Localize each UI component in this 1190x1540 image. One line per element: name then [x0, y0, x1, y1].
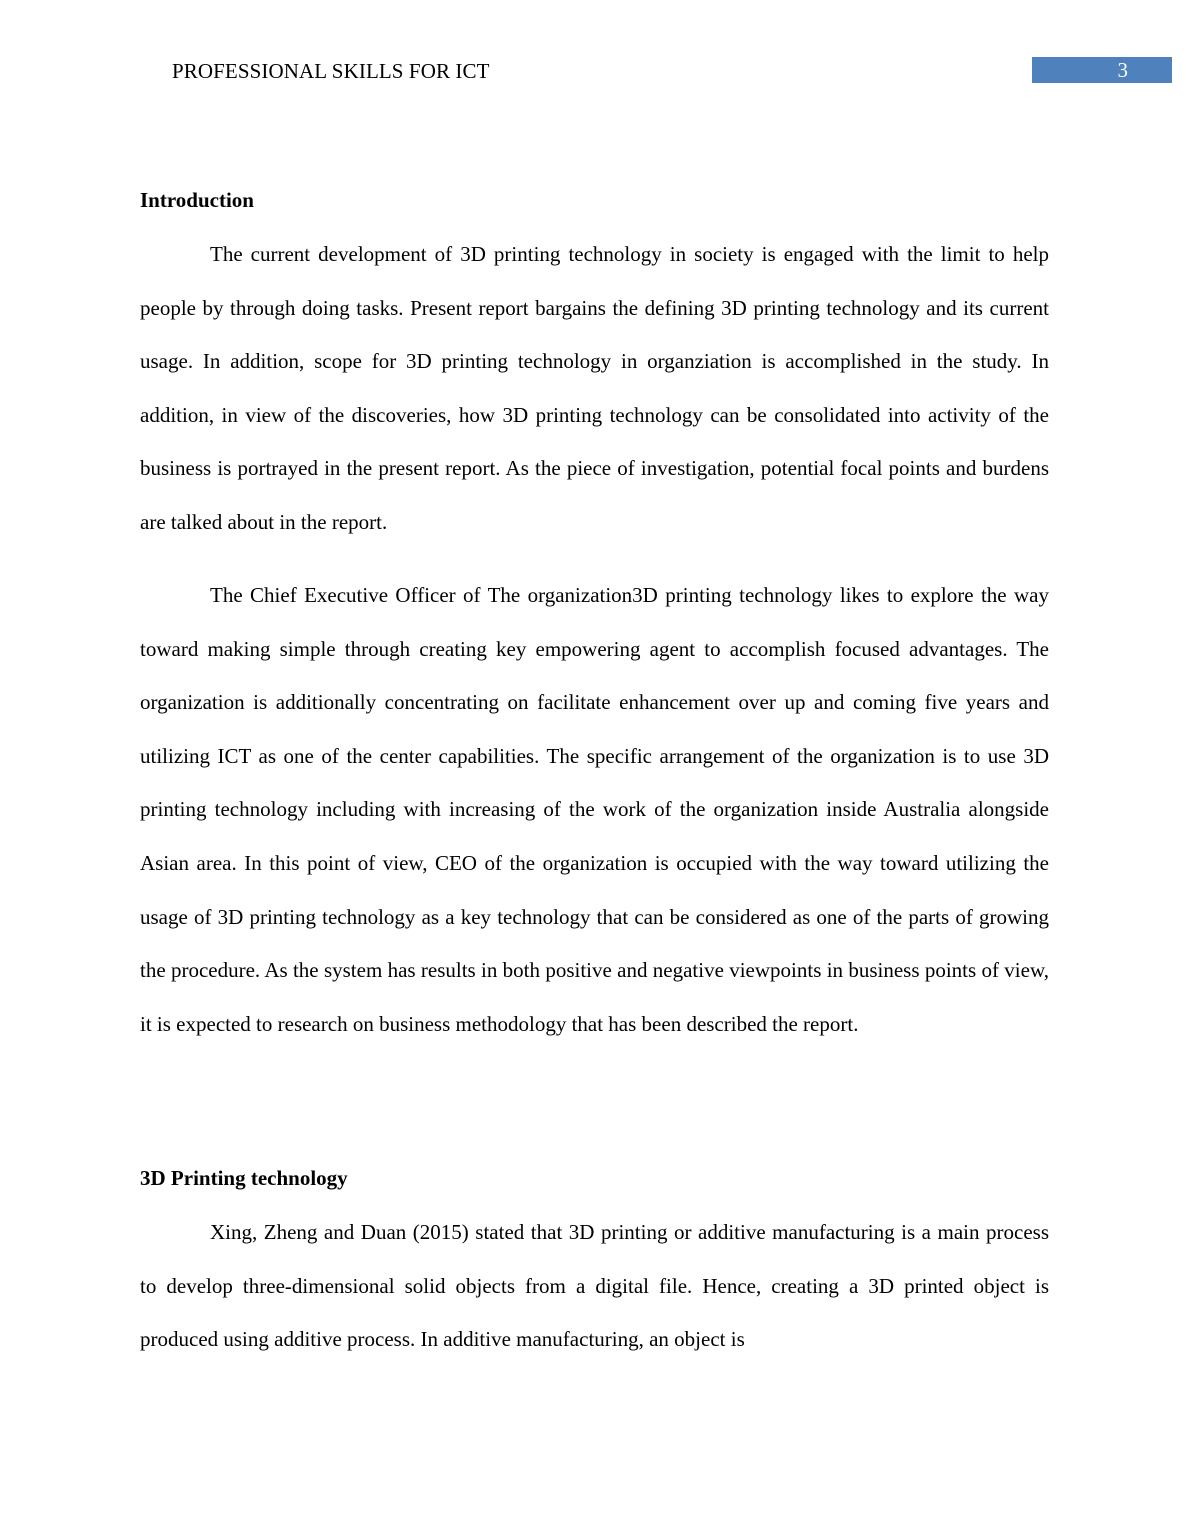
page-number-badge [1032, 57, 1172, 83]
section-heading-3d-printing: 3D Printing technology [140, 1166, 348, 1190]
page-number: 3 [1117, 58, 1128, 82]
section-heading-introduction: Introduction [140, 188, 254, 212]
paragraph: The current development of 3D printing technology in society is engaged with the limit to help people by through doing tasks. Present report bargains the defining 3D printing technology and its current usage. In addition, scope for 3D printing technology in organziation is accomplished in the study. In addition, in view of the discoveries, how 3D printing technology can be consolidated into activity of the business is portrayed in the present report. As the piece of investigation, potential focal points and burdens are talked about in the report. [140, 242, 1049, 534]
running-header-title: PROFESSIONAL SKILLS FOR ICT [172, 59, 490, 83]
paragraph: Xing, Zheng and Duan (2015) stated that 3D printing or additive manufacturing is a main process to develop three-dimensional solid objects from a digital file. Hence, creating a 3D printed object is produced using additive process. In additive manufacturing, an object is [140, 1220, 1049, 1352]
paragraph: The Chief Executive Officer of The organization3D printing technology likes to explore the way toward making simple through creating key empowering agent to accomplish focused advantages. The organization is additionally concentrating on facilitate enhancement over up and coming five years and utilizing ICT as one of the center capabilities. The specific arrangement of the organization is to use 3D printing technology including with increasing of the work of the organization inside Australia alongside Asian area. In this point of view, CEO of the organization is occupied with the way toward utilizing the usage of 3D printing technology as a key technology that can be considered as one of the parts of growing the procedure. As the system has results in both positive and negative viewpoints in business points of view, it is expected to research on business methodology that has been described the report. [140, 583, 1049, 1036]
